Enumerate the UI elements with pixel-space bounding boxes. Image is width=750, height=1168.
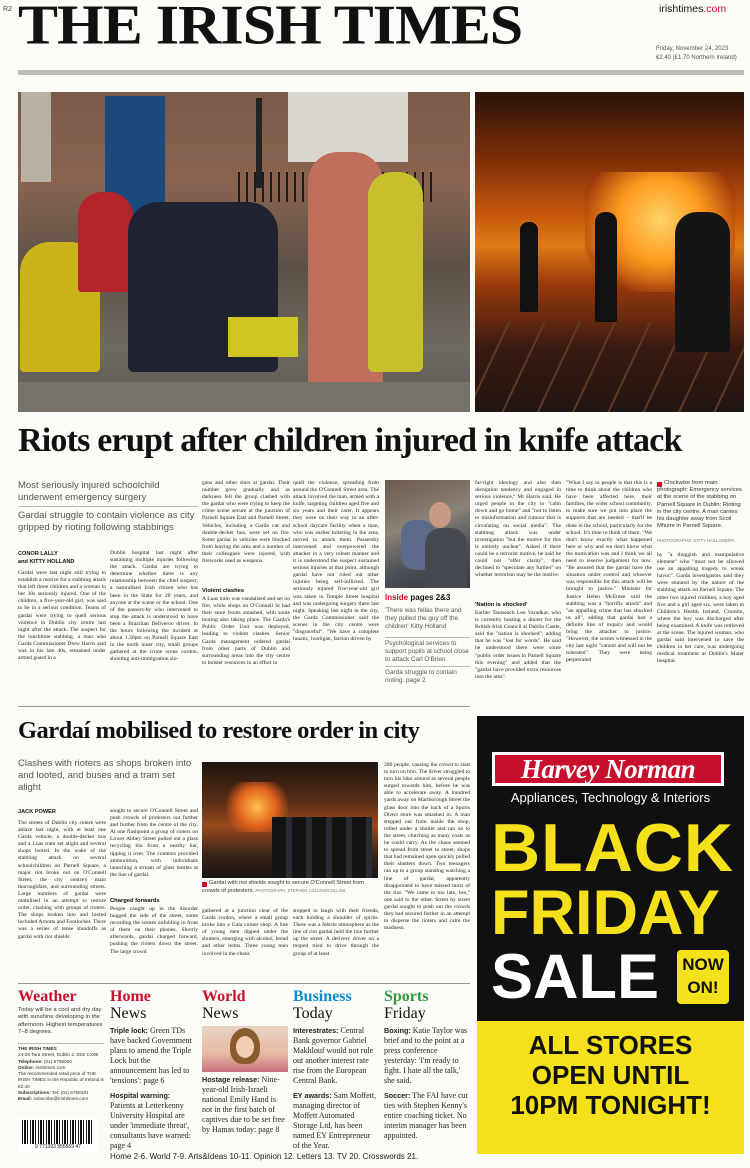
barcode-digits: 9 771393 955569 47	[35, 1144, 81, 1150]
world-item-1-lead: Hostage release:	[202, 1075, 260, 1084]
lead-byline-1: CONOR LALLY	[18, 551, 58, 557]
sports-item-2-text: The FAI have cut ties with Stephen Kenny's entire coaching ticket. No interim manager has been appointed.	[384, 1091, 468, 1140]
masthead-title: THE IRISH TIMES	[18, 0, 523, 56]
lead-standfirst-1: Most seriously injured schoolchild underwent emergency surgery	[18, 480, 160, 503]
harvey-norman-ad[interactable]	[477, 716, 744, 1154]
lead-body-col3: gans and other slurs at gardaí. Their number grew gradually and as darkness fell the group clashed with the gardaí who were trying to keep the crime scene secure at the junction of Parnell Square East and Parnell Street. Vehicles, including a Garda car and double-decker bus, were set on fire. Some gardaí in vehicles were blocked from leaving the area and a number of their colleagues were injured, with fireworks used as weapons.	[202, 480, 290, 565]
lead-body-col2: Dublin hospital last night after sustaining multiple injuries following the attack. Gardaí are trying to determine whether there is any relationship between the chief suspect, a naturalised Irish citizen who has been in the State for 20 years, and anyone at the scene or the school. One of the passers-by who intervened to stop the attack is understood to have been a Brazilian Deliveroo driver. In the hours following the incident at about 1.30pm on Parnell Square East in the north inner city, small groups gathered at the crime scene cordon, shouting anti-immigration slo-	[110, 550, 198, 663]
ad-open-until: OPEN UNTIL	[531, 1060, 690, 1090]
site-url-prefix: irishtimes	[659, 3, 704, 15]
weather-body: Today will be a cool and dry day with sunshine developing in the afternoon. Highest temperatures 7–8 degrees.	[18, 1007, 103, 1036]
lead-body-col6: "What I say to people is that this is a time to think about the children who have been affected here, their families, the wider school community, to make sure we put into place the supports that are needed – that'll be done in the school, particularly for the school. It's time to think of them. "We don't know exactly what happened here or why and we don't know what the motivation was and I think we all need to reserve judgement for now. "Be assured that the gardaí have the situation under control and whoever was responsible for this attack will be brought to justice." Minister for Justice Helen McEntee said the stabbing was a "horrific attack" and "an appalling crime that has shocked us all", adding that gardaí had a definite line of inquiry and would bring the attacker to justice. "However, the scenes witnessed in the city last night "cannot and will not be tolerated". They were being perpetrated	[566, 480, 652, 664]
inside-divider-1	[385, 637, 470, 638]
contact-block	[18, 1046, 104, 1103]
father-head	[429, 502, 451, 528]
telephone-label: Telephone:	[18, 1058, 43, 1064]
second-body-col5: 200 people, causing the crowd to start to turn on him. The driver struggled to turn his bike around as several people surged towards him, before he was able to accelerate away. A hundred yards away on Marlborough Street the glass door into the back of a Sports Direct store was smashed in. A man stepped out from inside the shop, rolled under a shutter and ran on to the street, clutching as many coats as he could carry. As the chaos seemed to spread from street to street, shops that had remained open quickly pulled their shutters down. Two teenagers ran up to a group standing watching a line of gardaí, apparently disappointed to have missed most of the riot. "We came in too late, bro," one said to the other. Street by street gardaí sought to push out the crowds they had secured further in an attempt to disperse the rioters and calm the madness.	[384, 762, 470, 932]
hivis-responder	[368, 172, 423, 372]
lead-body-col7: by "a thuggish and manipulative element" who "must not be allowed use an appalling tragedy to wreak havoc". Garda investigators said they were stunned by the nature of the stabbing attack on Parnell Square. The other two injured children, a boy aged five and a girl aged six, were taken to Children's Health Ireland, Crumlin, where the boy was discharged after being examined. A knife was retrieved at the scene. The injured woman, who gardaí said intervened to save the children in her care, was undergoing medical treatment at Dublin's Mater hospital.	[657, 552, 744, 665]
email-address: subscribe@irishtimes.com	[33, 1096, 89, 1102]
contact-name: THE IRISH TIMES	[18, 1046, 57, 1051]
lead-body-col3b: A Luas tram was vandalised and set on fire, while shops on O'Connell St had their store fronts smashed, with some looting also taking place. The Garda's Public Order Unit was deployed, leading to violent clashes. Senior Garda management ordered gardaí from other parts of Dublin and surrounding areas into the city centre to bolster resources in an effort to	[202, 596, 290, 666]
masthead-rule	[18, 70, 744, 75]
inside-item-psychological-services[interactable]: Psychological services to support pupils at school close to attack Carl O'Brien	[385, 640, 469, 663]
riot-police-photo	[202, 762, 378, 878]
section-sports-sub: Friday	[384, 1005, 426, 1022]
lead-photo-caption: Clockwise from main photograph: Emergency services at the scene of the stabbing on Parnell Square in Dublin; Rioting in the city centre. A man carries his daughter away from Scoil Mhuire in Parnell Square.	[657, 480, 742, 530]
home-item-2-lead: Hospital warning:	[110, 1091, 171, 1100]
father-carrying-daughter-photo	[385, 480, 470, 588]
business-item-1-lead: Interestrates:	[293, 1026, 339, 1035]
inside-item-garda-struggle[interactable]: Garda struggle to contain rioting, page 2	[385, 669, 457, 684]
second-byline: JACK POWER	[18, 809, 56, 815]
sports-item-1-lead: Boxing:	[384, 1026, 411, 1035]
inside-quote: 'There was fellas there and they pulled the guy off the children' Kitty Holland	[385, 607, 462, 630]
world-item-1-text: Nine-year-old Irish-Israeli national Emily Hand is not in the first batch of captives due to be set free by Hamas today: page 8	[202, 1075, 285, 1134]
weather-title[interactable]: Weather	[18, 988, 77, 1005]
ad-all-stores: ALL STORES	[528, 1030, 693, 1060]
business-item-1-text: Central Bank governor Gabriel Makhlouf would not rule out another interest rate rise from the European Central Bank.	[293, 1026, 374, 1085]
business-item-2-text: Sam Moffett, managing director of Moffett Automated Storage Ltd, has been named EY Entrepreneur of the Year.	[293, 1091, 377, 1150]
section-business-sub: Today	[293, 1005, 333, 1022]
home-item-2-text: Patients at Letterkenny University Hospital are under 'immediate threat', consultants have warned: page 4	[110, 1101, 191, 1150]
second-body-col1: The streets of Dublin city centre were ablaze last night, with at least one Garda vehicle, a double-decker bus and a Luas tram set alight and several shops looted. In the wake of the stabbing attack on several schoolchildren on Parnell Square, a major riot broke out on O'Connell Street, the city centre's main thoroughfare, and surrounding streets. Large numbers of gardaí were mobilised in an attempt to restore order, clashing with groups of rioters. The shops broken into and looted included Arnotts and Footlocker. There was a series of tense standoffs as gardaí with riot shields	[18, 820, 106, 940]
second-caption-text: Gardaí with riot shields sought to secure O'Connell Street from crowds of protesters.	[202, 880, 364, 894]
subscriptions-phone: Tel: (01) 6758181	[52, 1090, 89, 1096]
business-item-2-lead: EY awards:	[293, 1091, 332, 1100]
second-body-col2: sought to secure O'Connell Street and push crowds of protesters out further and further from the centre of the city. At one flashpoint a group of rioters on Lower Abbey Street pulled out a glass recycling bin from a nearby bar, tipping it over. The contents provided ammunition, with individuals launching a stream of glass bottles at the line of gardaí.	[110, 808, 198, 878]
section-home[interactable]	[110, 988, 196, 1148]
ad-black: BLACK	[491, 810, 734, 886]
sports-item-2-lead: Soccer:	[384, 1091, 411, 1100]
girl-face	[236, 1036, 254, 1058]
section-home-title: Home	[110, 988, 151, 1005]
man-carrying-child	[675, 212, 730, 352]
ad-sale: SALE	[491, 942, 660, 1012]
site-url-suffix: .com	[703, 3, 727, 15]
lead-subhead-violent-clashes: Violent clashes	[202, 588, 245, 594]
second-caption-credit: PHOTOGRAPH: STEPHEN COLLINS/COLLINS	[255, 888, 346, 893]
lead-body-col5: far-right ideology and also then disruption tendency and engaged in serious violence," Mr Harris said. He urged people in the city to "calm down and go home" and "not to listen to misinformation and rumour that is circulating on social media". The stabbing attack was under investigation "but the motive for this is entirely unclear". Asked if there could be a terrorist motive, he said he could not "offer clarity", then declined to "speculate any further" on whether terrorism may be the motive.	[475, 480, 561, 579]
home-item-1-text: Green TDs have backed Government plans to amend the Triple Lock but the announcement has led to 'tensions': page 6	[110, 1026, 192, 1085]
section-home-sub: News	[110, 1005, 147, 1022]
lead-body-col1: Gardaí were last night still trying to establish a motive for a stabbing attack that left three children and a woman in her 30s seriously injured. One of the children, a five-year-old girl, was said to be in a serious condition. Teams of gardaí were trying to quell serious violence in Dublin city centre last night after the attack. The suspect for the lunchtime stabbing, a man who Garda Commissioner Drew Harris said was in his late 40s, remained under armed guard in a	[18, 570, 106, 662]
lead-body-col4: quell the violence, spreading from around the O'Connell Street area. The attack involved the man, armed with a knife, targeting children aged five and six years and their carer. It appears they were on their way to an after-school daycare facility when a man, who was earlier loitering in the area, moved to attack them. Passersby intervened and overpowered the attacker in a very robust manner and it is understood the suspect sustained serious injuries at that point, although gardaí have not ruled out other injuries being self-inflicted. The seriously injured five-year-old girl was taken to Temple Street hospital and was undergoing surgery there last night. Speaking last night in the city, the Garda Commissioner said the scenes in the city centre were "disgraceful". "We have a complete lunatic, hooligan, faction driven by	[293, 480, 379, 643]
lead-subhead-nation-shocked: 'Nation is shocked'	[475, 602, 528, 608]
section-world[interactable]	[202, 988, 288, 1148]
site-url[interactable]	[659, 3, 726, 15]
ad-badge-now: NOW	[682, 955, 724, 974]
lead-byline-2: and KITTY HOLLAND	[18, 559, 75, 565]
responder-red	[78, 192, 133, 292]
father-body	[425, 528, 467, 588]
pavement	[18, 382, 470, 412]
contact-address: 24-28 Tara Street, Dublin 2, D02 CX89	[18, 1052, 99, 1058]
section-rule-1	[18, 706, 470, 707]
home-item-triple-lock[interactable]	[110, 1026, 196, 1086]
barcode-bars	[22, 1120, 94, 1144]
second-body-col4: stopped to laugh with their friends, each holding a shoulder of spirits. There was a febrile atmosphere as the line of riot gardaí held the line further up the street. A delivery driver on a moped tried to drive through the group of at least	[293, 908, 379, 957]
online-url: irishtimes.com	[35, 1064, 66, 1070]
world-item-hostage-release[interactable]	[202, 1075, 288, 1135]
second-standfirst: Clashes with rioters as shops broken into and looted, and buses and a tram set alight	[18, 758, 192, 793]
second-photo-caption	[202, 880, 380, 895]
ad-badge-on: ON!	[687, 978, 719, 997]
inside-divider-2	[385, 666, 470, 667]
section-world-title: World	[202, 988, 246, 1005]
sports-item-soccer[interactable]	[384, 1091, 470, 1141]
lead-standfirst-2: Gardaí struggle to contain violence as city gripped by rioting following stabbings	[18, 510, 195, 533]
rioter-2	[595, 212, 617, 322]
online-label: Online:	[18, 1064, 35, 1070]
second-body-col2b: People caught up in the disorder hugged the side of the street, some recording the scenes unfolding in front of them on their phones. Shortly afterwards, gardaí charged forward, pushing the rioters down the street. The large crowd	[110, 906, 198, 955]
stabbing-scene-photo	[18, 92, 470, 412]
inside-pages-label[interactable]	[385, 593, 450, 602]
telephone-number: (01) 6758000	[43, 1058, 72, 1064]
business-item-ey-awards[interactable]	[293, 1091, 379, 1151]
section-sports-title: Sports	[384, 988, 429, 1005]
barcode	[18, 1118, 98, 1152]
medical-bag	[228, 317, 298, 357]
issue-date: Friday, November 24, 2023	[656, 46, 729, 52]
section-business-title: Business	[293, 988, 352, 1005]
ad-tagline: Appliances, Technology & Interiors	[510, 790, 711, 805]
inside-page-numbers: pages 2&3	[410, 593, 451, 602]
bottom-strip-rule	[18, 983, 470, 984]
red-door	[21, 92, 51, 182]
edition-label: R2	[3, 6, 12, 13]
ad-friday: FRIDAY	[491, 878, 720, 948]
standfirst-divider	[18, 506, 198, 507]
second-subhead-charged-forwards: Charged forwards	[110, 898, 160, 904]
second-body-col3: gathered at a junction clear of the Garda cordon, where a small group broke into a Gala corner shop. A line of young men dipped under the shutters, emerging with alcohol, bread and other items. Three young men involved in the chaos	[202, 908, 288, 957]
home-item-hospital-warning[interactable]	[110, 1091, 196, 1151]
email-label: Email:	[18, 1096, 33, 1102]
home-item-1-lead: Triple lock:	[110, 1026, 148, 1035]
emily-hand-photo	[202, 1026, 288, 1072]
rioter-1	[520, 222, 538, 312]
second-headline[interactable]: Gardaí mobilised to restore order in city	[18, 717, 420, 744]
cover-price: €2.40 (£1.70 Northern Ireland)	[656, 55, 737, 61]
page-index: Home 2-6. World 7-9. Arts&Ideas 10-11. Opinion 12. Letters 13. TV 20. Crosswords 21.	[110, 1152, 419, 1161]
section-business[interactable]	[293, 988, 379, 1148]
sports-item-boxing[interactable]	[384, 1026, 470, 1086]
section-sports[interactable]	[384, 988, 470, 1148]
weather-divider	[18, 1043, 104, 1044]
sports-item-1-text: Katie Taylor was brief and to the point at a press conference yesterday: 'I'm ready to fight. I hate all the talk,' she said.	[384, 1026, 468, 1085]
ad-10pm-tonight: 10PM TONIGHT!	[510, 1090, 711, 1120]
business-item-interest-rates[interactable]	[293, 1026, 379, 1086]
inside-word: Inside	[385, 593, 409, 602]
lead-body-col5b: Earlier Taoiseach Leo Varadkar, who is currently hosting a dinner for the British-Irish Council at Dublin Castle, said the "nation is shocked", adding that he was "lost for words". He said he understood there were some "public order issues in Parnell Square this evening" and added that the "gardaí have provided extra resources into the area".	[475, 610, 561, 680]
riot-fire-photo	[475, 92, 744, 412]
contact-email[interactable]	[18, 1096, 104, 1102]
section-world-sub: News	[202, 1005, 239, 1022]
contact-price-note: The recommended retail price of THE IRISH TIMES in the Republic of Ireland is €2.40	[18, 1071, 104, 1089]
garda-line	[272, 817, 372, 878]
ad-brand-name: Harvey Norman	[520, 754, 696, 784]
subscriptions-label: Subscriptions:	[18, 1090, 51, 1096]
lead-photo-credit: PHOTOGRAPHS: KITTY HOLLAND/PA	[657, 538, 735, 543]
lead-headline[interactable]: Riots erupt after children injured in knife attack	[18, 422, 682, 459]
